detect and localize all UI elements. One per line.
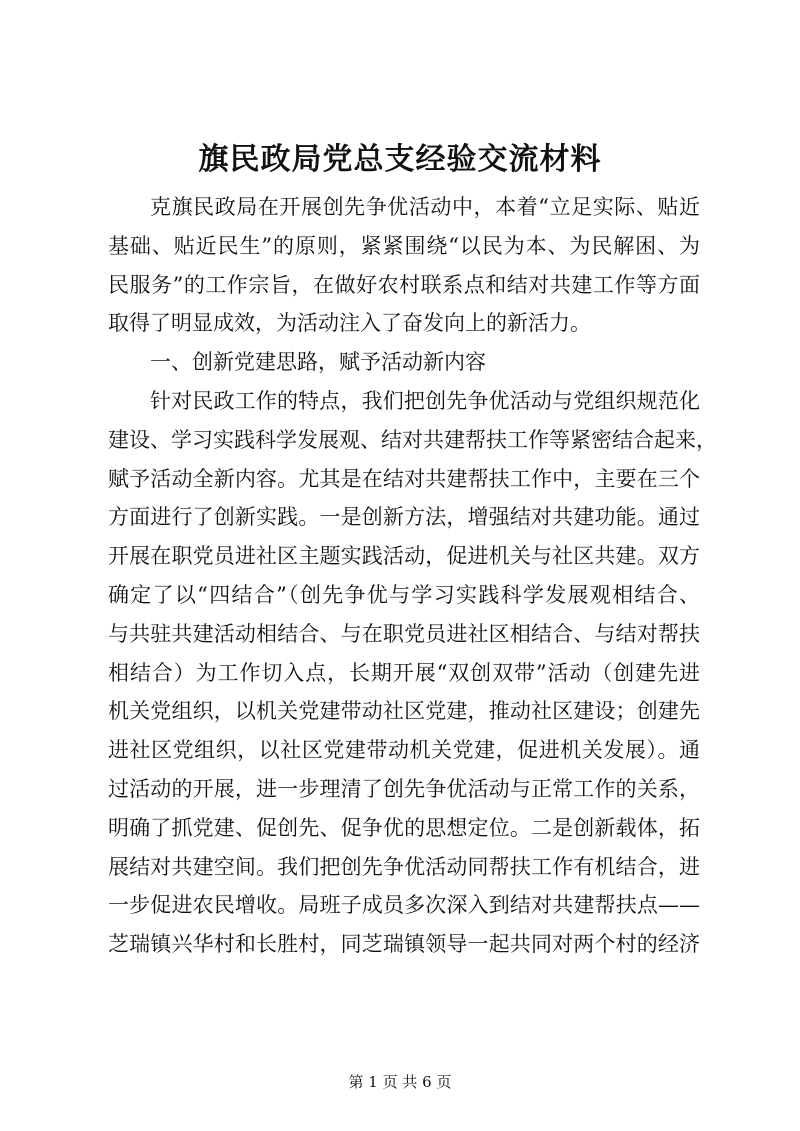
section-heading: 一、创新党建思路，赋予活动新内容 xyxy=(150,350,486,375)
text-line: 基础、贴近民生”的原则，紧紧围绕“以民为本、为民解困、为 xyxy=(108,233,700,258)
text-line: 与共驻共建活动相结合、与在职党员进社区相结合、与结对帮扶 xyxy=(108,621,700,646)
text-line: 克旗民政局在开展创先争优活动中，本着“立足实际、贴近 xyxy=(150,195,700,219)
text-line: 过活动的开展，进一步理清了创先争优活动与正常工作的关系， xyxy=(108,776,700,801)
text-line: 展结对共建空间。我们把创先争优活动同帮扶工作有机结合，进 xyxy=(108,854,700,879)
page-number-footer: 第 1 页 共 6 页 xyxy=(348,1073,452,1091)
text-line: 赋予活动全新内容。尤其是在结对共建帮扶工作中，主要在三个 xyxy=(108,466,700,491)
text-line: 机关党组织，以机关党建带动社区党建，推动社区建设；创建先 xyxy=(108,699,700,724)
text-line: 进社区党组织，以社区党建带动机关党建，促进机关发展）。通 xyxy=(108,738,700,763)
document-title: 旗民政局党总支经验交流材料 xyxy=(198,142,602,177)
text-line: 取得了明显成效，为活动注入了奋发向上的新活力。 xyxy=(108,311,591,336)
text-line: 方面进行了创新实践。一是创新方法，增强结对共建功能。通过 xyxy=(108,505,700,530)
text-line: 民服务”的工作宗旨，在做好农村联系点和结对共建工作等方面 xyxy=(108,272,700,297)
text-line: 针对民政工作的特点，我们把创先争优活动与党组织规范化 xyxy=(150,388,700,413)
document-body xyxy=(108,188,717,964)
text-line: 相结合）为工作切入点，长期开展“双创双带”活动（创建先进 xyxy=(108,660,700,685)
text-line: 明确了抓党建、促创先、促争优的思想定位。二是创新载体，拓 xyxy=(108,815,700,840)
text-line: 开展在职党员进社区主题实践活动，促进机关与社区共建。双方 xyxy=(108,544,700,569)
text-line: 一步促进农民增收。局班子成员多次深入到结对共建帮扶点—— xyxy=(108,893,700,918)
text-line: 芝瑞镇兴华村和长胜村，同芝瑞镇领导一起共同对两个村的经济 xyxy=(108,932,700,957)
text-line: 确定了以“四结合”（创先争优与学习实践科学发展观相结合、 xyxy=(108,582,700,607)
text-line: 建设、学习实践科学发展观、结对共建帮扶工作等紧密结合起来， xyxy=(108,427,717,452)
